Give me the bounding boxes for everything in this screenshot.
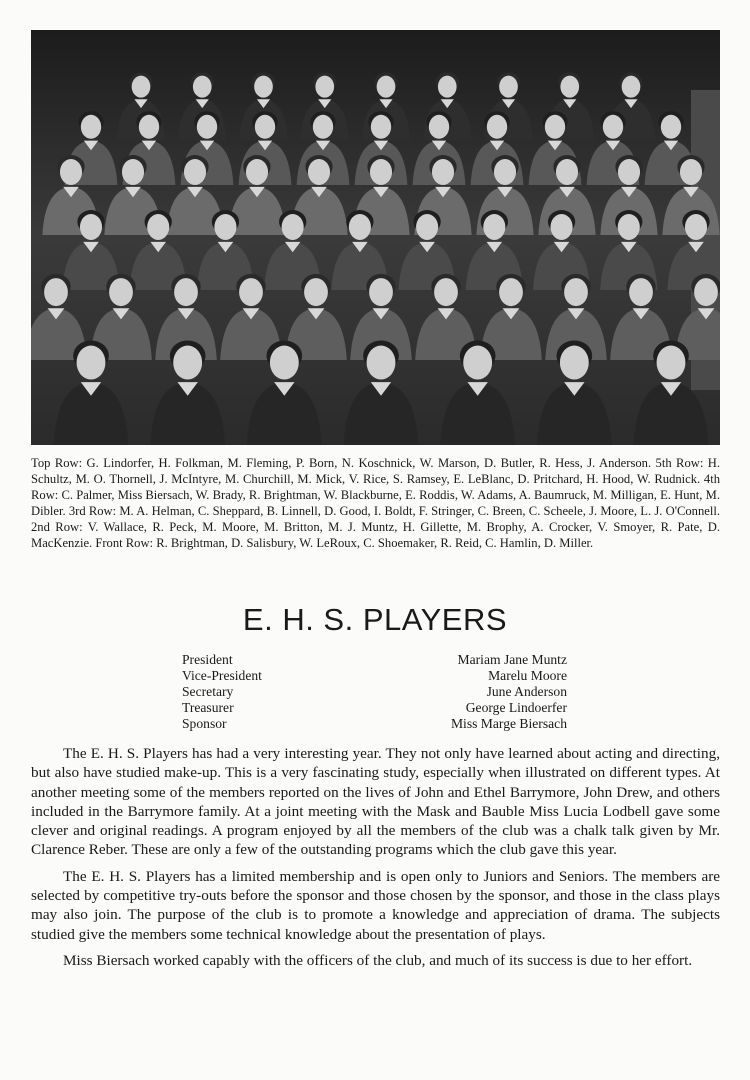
person-face [282, 214, 304, 240]
person-face [551, 214, 573, 240]
officer-name: George Lindoerfer [465, 700, 567, 715]
person-face [371, 115, 391, 139]
officer-row [182, 652, 567, 668]
officer-name: Mariam Jane Muntz [457, 652, 567, 667]
person-face [618, 214, 640, 240]
person-face [349, 214, 371, 240]
person-face [304, 278, 328, 306]
officer-role: President [182, 652, 233, 667]
person-face [270, 346, 299, 380]
officer-row [182, 684, 567, 700]
person-face [174, 278, 198, 306]
officer-name: June Anderson [486, 684, 567, 699]
person-face [239, 278, 263, 306]
person-face [139, 115, 159, 139]
person-face [487, 115, 507, 139]
officer-row [182, 700, 567, 716]
person-face [109, 278, 133, 306]
officer-row [182, 716, 567, 732]
person-face [494, 159, 516, 185]
person-face [214, 214, 236, 240]
person-face [661, 115, 681, 139]
person-face [132, 76, 151, 98]
officer-role: Secretary [182, 684, 234, 699]
person-face [315, 76, 334, 98]
person-face [60, 159, 82, 185]
person-face [254, 76, 273, 98]
person-face [680, 159, 702, 185]
person-face [556, 159, 578, 185]
person-face [564, 278, 588, 306]
body-paragraph: Miss Biersach worked capably with the officers of the club, and much of its success is due to her effort. [63, 951, 693, 969]
body-paragraph: The E. H. S. Players has a limited membership and is open only to Juniors and Seniors. The members are selected by competitive try-outs before the sponsor and those chosen by the sponsor, and those in the class plays may also join. The purpose of the club is to promote a knowledge and appreciation of drama. The subjects studied give the members some technical knowledge about the presentation of plays. [31, 867, 720, 943]
person-face [44, 278, 68, 306]
person-face [369, 278, 393, 306]
person-face [463, 346, 492, 380]
person-face [246, 159, 268, 185]
body-paragraph: The E. H. S. Players has had a very interesting year. They not only have learned about acting and directing, but also have studied make-up. This is a very fascinating study, especially when illustrated on different types. At another meeting some of the members reported on the lives of John and Ethel Barrymore, John Drew, and others included in the Barrymore family. At a joint meeting with the Mask and Bauble Miss Lucia Lodbell gave some clever and original readings. A program enjoyed by all the members of the club was a chalk talk given by Mr. Clarence Reber. These are only a few of the outstanding programs which the club gave this year. [31, 745, 720, 859]
person-face [184, 159, 206, 185]
person-face [499, 278, 523, 306]
person-face [622, 76, 641, 98]
person-face [80, 214, 102, 240]
person-face [429, 115, 449, 139]
person-face [618, 159, 640, 185]
person-face [694, 278, 718, 306]
person-face [629, 278, 653, 306]
person-face [77, 346, 106, 380]
page-title: E. H. S. PLAYERS [242, 602, 508, 637]
person-face [370, 159, 392, 185]
officer-row [182, 668, 567, 684]
person-face [367, 346, 396, 380]
officer-role: Treasurer [182, 700, 234, 715]
person-face [173, 346, 202, 380]
person-face [560, 346, 589, 380]
person-face [685, 214, 707, 240]
group-photo [31, 30, 720, 445]
person-face [81, 115, 101, 139]
person-face [255, 115, 275, 139]
person-face [147, 214, 169, 240]
person-face [434, 278, 458, 306]
person-face [438, 76, 457, 98]
person-face [416, 214, 438, 240]
officer-role: Sponsor [182, 716, 227, 731]
person-face [313, 115, 333, 139]
person-face [603, 115, 623, 139]
officers-list [182, 652, 567, 732]
person-face [483, 214, 505, 240]
person-face [122, 159, 144, 185]
person-face [545, 115, 565, 139]
person-face [193, 76, 212, 98]
officer-name: Miss Marge Biersach [450, 716, 567, 731]
photo-caption: Top Row: G. Lindorfer, H. Folkman, M. Fleming, P. Born, N. Koschnick, W. Marson, D. Butler, R. Hess, J. Anderson. 5th Row: H. Schultz, M. O. Thornell, J. McIntyre, M. Churchill, M. Mick, V. Rice, S. Ramsey, E. LeBlanc, D. Pritchard, H. Hood, W. Rudnick. 4th Row: C. Palmer, Miss Biersach, W. Brady, R. Brightman, W. Blackburne, E. Roddis, W. Adams, A. Baumruck, M. Milligan, E. Hunt, M. Dibler. 3rd Row: M. A. Helman, C. Sheppard, B. Linnell, D. Good, I. Boldt, F. Stringer, C. Breen, C. Scheele, J. Moore, L. J. O'Connell. 2nd Row: V. Wallace, R. Peck, M. Moore, M. Britton, M. J. Muntz, H. Gillette, M. Brophy, A. Crocker, V. Smoyer, R. Pate, D. MacKenzie. Front Row: R. Brightman, D. Salisbury, W. LeRoux, C. Shoemaker, R. Reid, C. Hamlin, D. Miller. [31, 456, 720, 550]
group-photo-image [31, 30, 720, 445]
person-face [560, 76, 579, 98]
person-face [657, 346, 686, 380]
officer-role: Vice-President [182, 668, 262, 683]
person-face [308, 159, 330, 185]
officer-name: Marelu Moore [488, 668, 567, 683]
person-face [197, 115, 217, 139]
person-face [499, 76, 518, 98]
person-face [377, 76, 396, 98]
article-body [31, 744, 720, 977]
person-face [432, 159, 454, 185]
